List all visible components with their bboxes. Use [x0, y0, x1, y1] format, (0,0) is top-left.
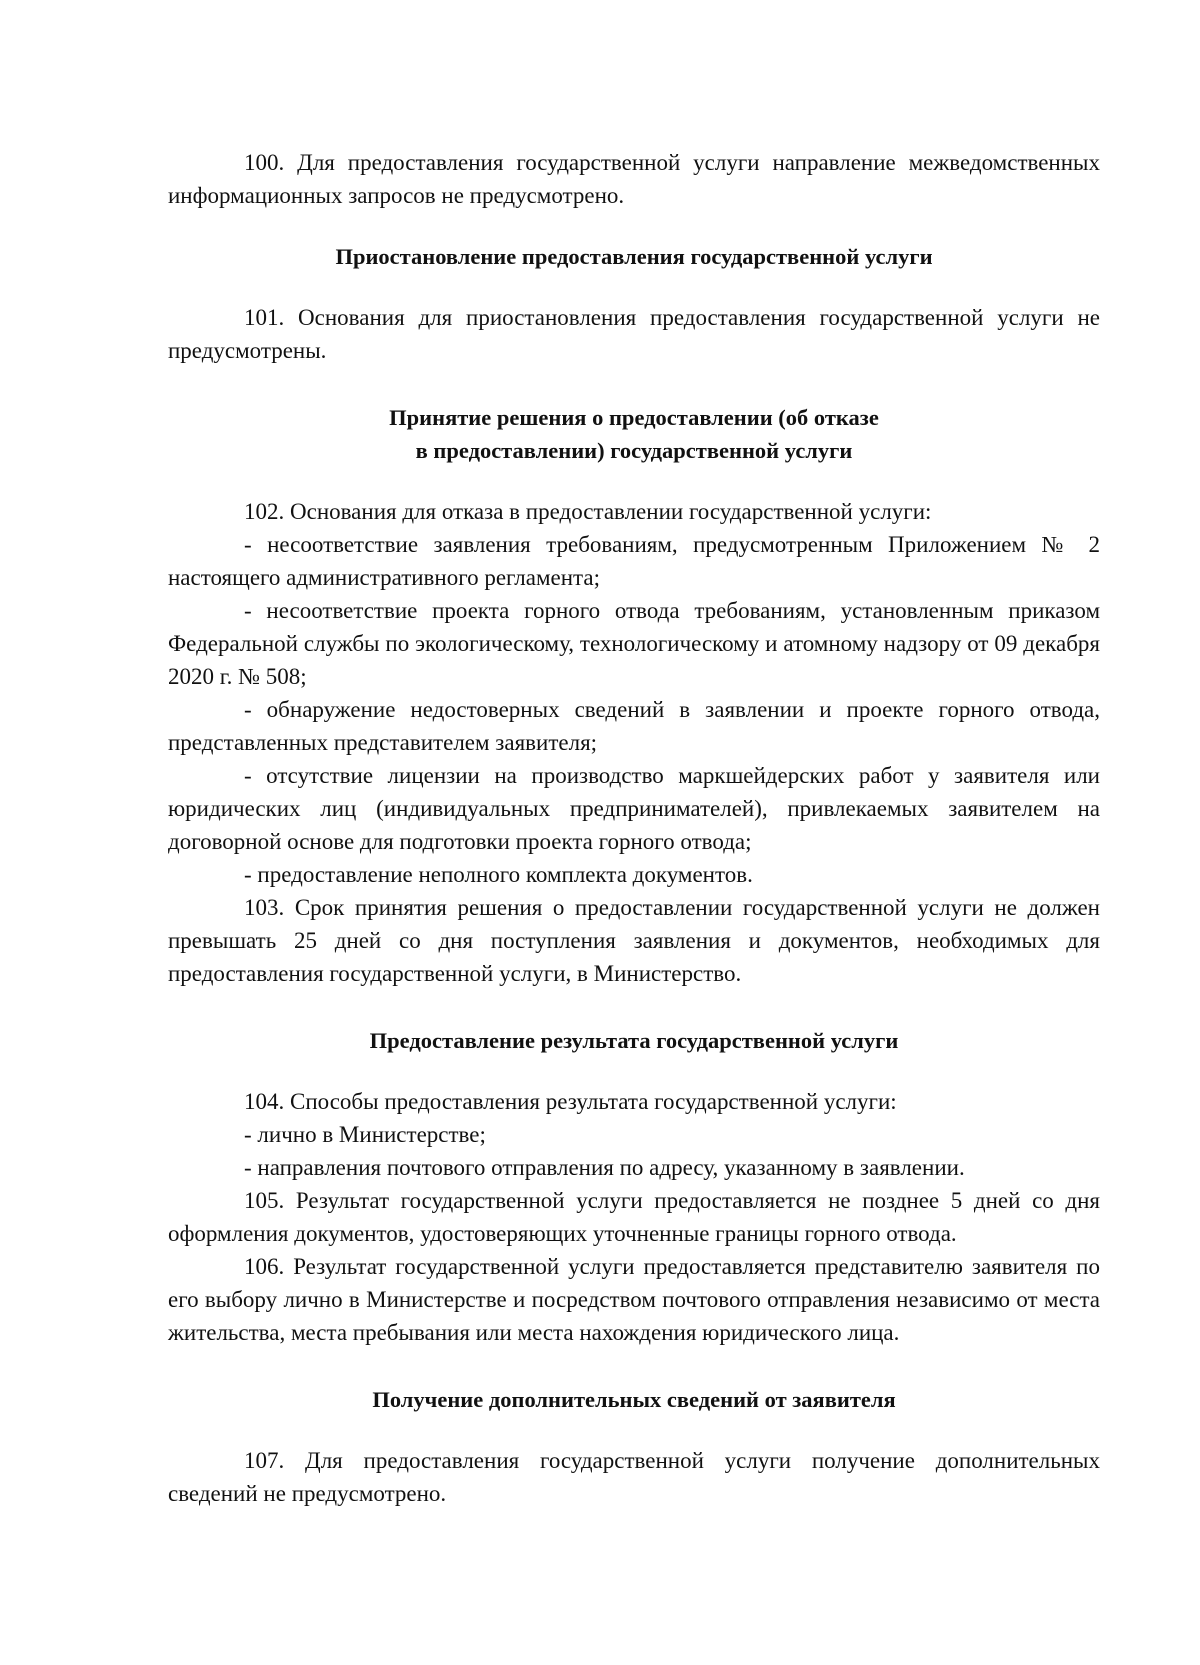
- paragraph-102: 102. Основания для отказа в предоставлении государственной услуги:: [244, 499, 932, 524]
- paragraph-103: 103. Срок принятия решения о предоставлении государственной услуги не должен превышать 25 дней со дня поступления заявления и документов, необходимых для предоставления государственной услуги, в Министерство.: [168, 895, 1100, 986]
- paragraph-102-item-1: - несоответствие заявления требованиям, предусмотренным Приложением № 2 настоящего административного регламента;: [168, 532, 1100, 590]
- paragraph-106: 106. Результат государственной услуги предоставляется представителю заявителя по его выбору лично в Министерстве и посредством почтового отправления независимо от места жительства, места пребывания или места нахождения юридического лица.: [168, 1254, 1100, 1345]
- paragraph-102-item-3: - обнаружение недостоверных сведений в заявлении и проекте горного отвода, представленных представителем заявителя;: [168, 697, 1100, 755]
- paragraph-104: 104. Способы предоставления результата государственной услуги:: [244, 1089, 897, 1114]
- heading-decision-line1: Принятие решения о предоставлении (об отказе: [389, 405, 879, 430]
- paragraph-104-item-2: - направления почтового отправления по адресу, указанному в заявлении.: [244, 1155, 965, 1180]
- paragraph-104-item-1: - лично в Министерстве;: [244, 1122, 486, 1147]
- document-page: [168, 146, 1100, 1510]
- paragraph-100: 100. Для предоставления государственной услуги направление межведомственных информационных запросов не предусмотрено.: [168, 150, 1100, 208]
- paragraph-102-item-5: - предоставление неполного комплекта документов.: [244, 862, 753, 887]
- paragraph-101: 101. Основания для приостановления предоставления государственной услуги не предусмотрены.: [168, 305, 1100, 363]
- heading-decision-line2: в предоставлении) государственной услуги: [415, 438, 853, 463]
- paragraph-102-item-2: - несоответствие проекта горного отвода требованиям, установленным приказом Федеральной службы по экологическому, технологическому и атомному надзору от 09 декабря 2020 г. № 508;: [168, 598, 1100, 689]
- paragraph-105: 105. Результат государственной услуги предоставляется не позднее 5 дней со дня оформления документов, удостоверяющих уточненные границы горного отвода.: [168, 1188, 1100, 1246]
- heading-additional-info: Получение дополнительных сведений от заявителя: [372, 1387, 896, 1412]
- paragraph-107: 107. Для предоставления государственной услуги получение дополнительных сведений не предусмотрено.: [168, 1448, 1100, 1506]
- heading-result: Предоставление результата государственной услуги: [369, 1028, 899, 1053]
- paragraph-102-item-4: - отсутствие лицензии на производство маркшейдерских работ у заявителя или юридических лиц (индивидуальных предпринимателей), привлекаемых заявителем на договорной основе для подготовки проекта горного отвода;: [168, 763, 1100, 854]
- heading-suspension: Приостановление предоставления государственной услуги: [335, 244, 933, 269]
